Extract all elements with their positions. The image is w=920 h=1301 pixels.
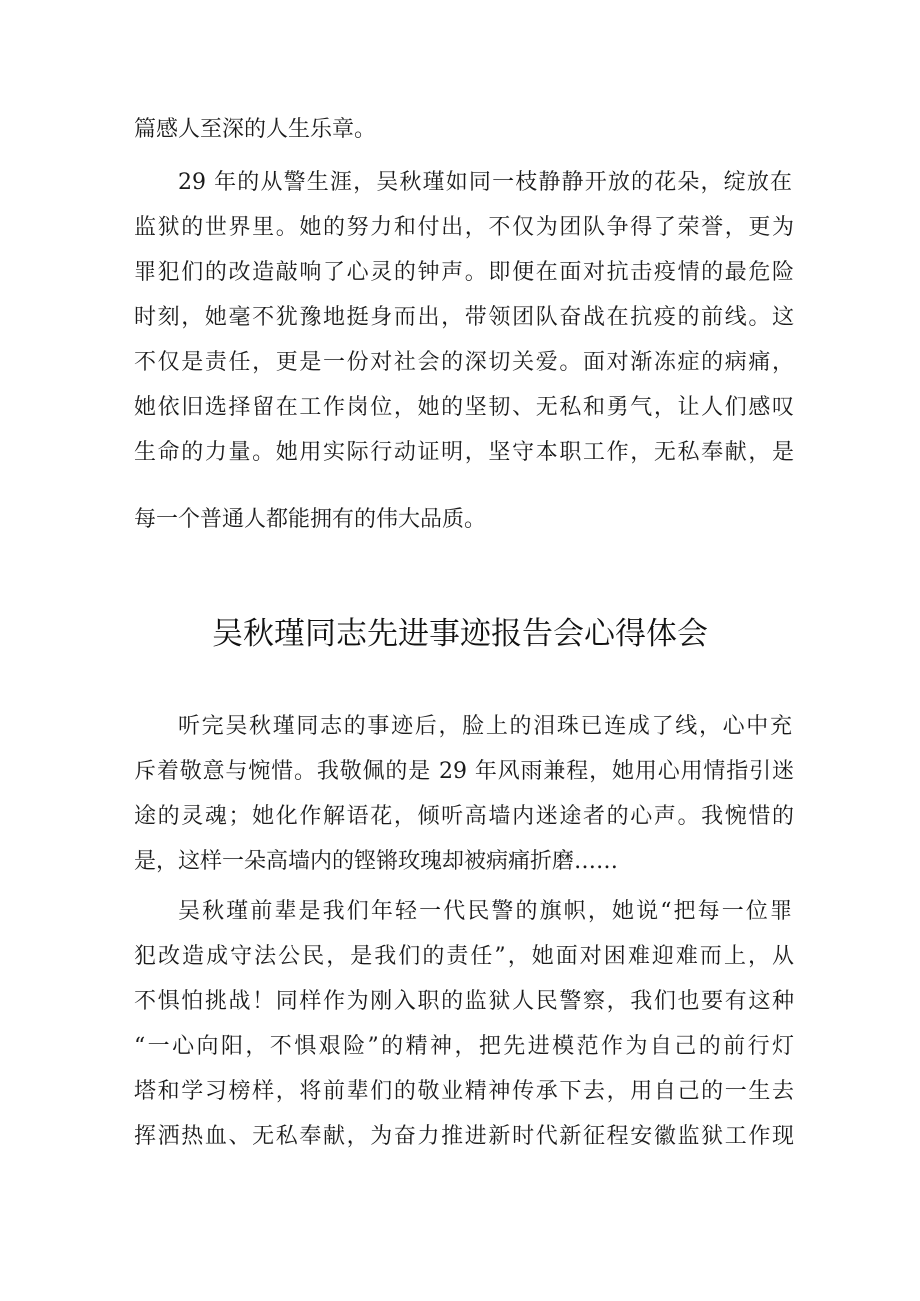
paragraph-line: 途的灵魂；她化作解语花，倾听高墙内迷途者的心声。我惋惜的 bbox=[134, 804, 794, 829]
paragraph-line: 听完吴秋瑾同志的事迹后，脸上的泪珠已连成了线，心中充 bbox=[178, 714, 792, 739]
paragraph-line: 监狱的世界里。她的努力和付出，不仅为团队争得了荣誉，更为 bbox=[134, 215, 794, 240]
paragraph-line: 篇感人至深的人生乐章。 bbox=[134, 117, 377, 142]
paragraph-line: 时刻，她毫不犹豫地挺身而出，带领团队奋战在抗疫的前线。这 bbox=[134, 305, 794, 330]
paragraph-line: 生命的力量。她用实际行动证明，坚守本职工作，无私奉献，是 bbox=[134, 440, 794, 465]
paragraph-line: 挥洒热血、无私奉献，为奋力推进新时代新征程安徽监狱工作现 bbox=[134, 1124, 794, 1149]
paragraph-line: 不惧怕挑战！同样作为刚入职的监狱人民警察，我们也要有这种 bbox=[134, 989, 794, 1014]
paragraph-line: 她依旧选择留在工作岗位，她的坚韧、无私和勇气，让人们感叹 bbox=[134, 395, 794, 420]
paragraph-line: 罪犯们的改造敲响了心灵的钟声。即便在面对抗击疫情的最危险 bbox=[134, 260, 794, 285]
paragraph-line: 29 年的从警生涯，吴秋瑾如同一枝静静开放的花朵，绽放在 bbox=[178, 170, 792, 195]
paragraph-line: 犯改造成守法公民，是我们的责任”，她面对困难迎难而上，从 bbox=[134, 944, 794, 969]
paragraph-line: 每一个普通人都能拥有的伟大品质。 bbox=[134, 507, 487, 532]
paragraph-line: 不仅是责任，更是一份对社会的深切关爱。面对渐冻症的病痛， bbox=[134, 350, 794, 375]
paragraph-line: 斥着敬意与惋惜。我敬佩的是 29 年风雨兼程，她用心用情指引迷 bbox=[134, 759, 794, 784]
document-title: 吴秋瑾同志先进事迹报告会心得体会 bbox=[212, 616, 708, 652]
paragraph-line: 吴秋瑾前辈是我们年轻一代民警的旗帜，她说“把每一位罪 bbox=[178, 899, 792, 924]
paragraph-line: “一心向阳，不惧艰险”的精神，把先进模范作为自己的前行灯 bbox=[134, 1034, 794, 1059]
paragraph-line: 塔和学习榜样，将前辈们的敬业精神传承下去，用自己的一生去 bbox=[134, 1079, 794, 1104]
paragraph-line: 是，这样一朵高墙内的铿锵玫瑰却被病痛折磨…… bbox=[134, 849, 619, 874]
